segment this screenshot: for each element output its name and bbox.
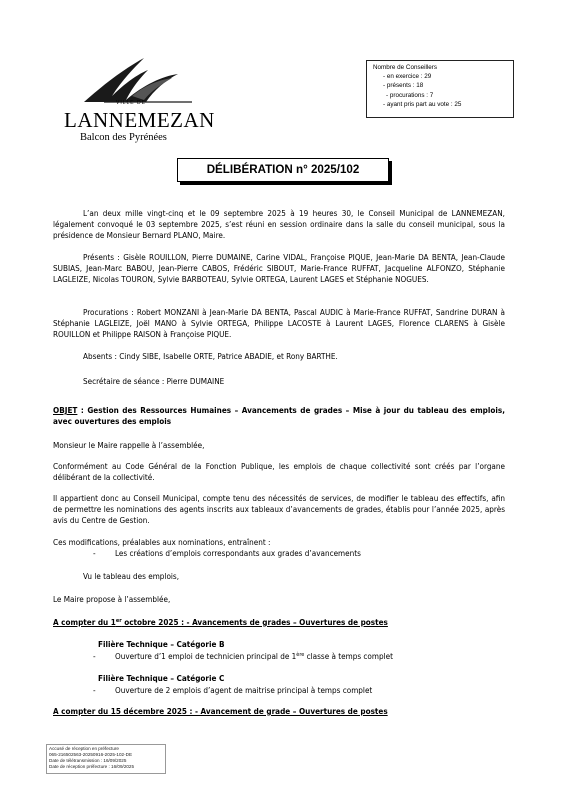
section-decembre-heading: A compter du 15 décembre 2025 : - Avancement de grade – Ouvertures de postes [53,706,388,716]
mountain-logo-icon [82,56,202,104]
intro-paragraph: L’an deux mille vingt-cinq et le 09 septembre 2025 à 19 heures 30, le Conseil Municipal de LANNEMEZAN, légalement convoqué le 03 septembre 2025, s’est réuni en session ordinaire dans la salle du conseil municipal, sous la présidence de Monsieur Bernard PLANO, Maire. [53,208,505,240]
presents-paragraph: Présents : Gisèle ROUILLON, Pierre DUMAINE, Carine VIDAL, Françoise PIQUE, Jean-Marie DA BENTA, Jean-Claude SUBIAS, Jean-Marc BABOU, Jean-Pierre CABOS, Frédéric SIBOUT, Marie-France RUFFAT, Jacqueline ALFONZO, Stéphanie LAGLEIZE, Nicolas TOURON, Sylvie BARBOTEAU, Sylvie ORTEGA, Laurent LAGES et Stéphanie NOGUES. [53,252,505,284]
secretaire-paragraph: Secrétaire de séance : Pierre DUMAINE [83,376,225,386]
absents-paragraph: Absents : Cindy SIBE, Isabelle ORTE, Patrice ABADIE, et Rony BARTHE. [83,351,338,361]
procurations-paragraph: Procurations : Robert MONZANI à Jean-Marie DA BENTA, Pascal AUDIC à Marie-France RUFFAT, Sandrine DURAN à Stéphanie LAGLEIZE, Joël MANO à Sylvie ORTEGA, Philippe LACOSTE à Laurent LAGES, Florence CLARENS à Gisèle ROUILLON et Philippe RAISON à Françoise PIQUE. [53,307,505,339]
filiere-c-item: - Ouverture de 2 emplois d’agent de maitrise principal à temps complet [93,685,373,695]
receipt-line-1: Accusé de réception en préfecture [49,746,119,751]
modifications-paragraph: Ces modifications, préalables aux nominations, entraînent : [53,537,271,547]
rappel-paragraph: Monsieur le Maire rappelle à l’assemblée, [53,440,205,450]
vu-tableau-paragraph: Vu le tableau des emplois, [83,571,180,581]
section-octobre-heading: A compter du 1er octobre 2025 : - Avancements de grades – Ouvertures de postes [53,617,388,627]
modifications-item-text: Les créations d’emplois correspondants aux grades d’avancements [115,548,361,558]
list-dash: - [93,685,96,695]
receipt-line-3: Date de télétransmission : 16/09/2025 [49,758,127,763]
town-logo [64,56,224,166]
council-presents: - présents : 18 [383,82,424,90]
objet-label: OBJET [53,405,78,415]
council-procurations: - procurations : 7 [386,91,434,99]
list-dash: - [93,548,96,558]
council-box-title: Nombre de Conseillers [373,64,438,71]
deliberation-title: DÉLIBÉRATION n° 2025/102 [177,158,389,182]
council-ayant-pris-part: - ayant pris part au vote : 25 [383,100,462,108]
logo-town-name: LANNEMEZAN [64,108,215,132]
conseil-paragraph: Il appartient donc au Conseil Municipal, compte tenu des nécessités de services, de modifier le tableau des effectifs, afin de permettre les nominations des agents inscrits aux tableaux d’avancements de grades, établis pour l’année 2025, après avis du Centre de Gestion. [53,493,505,525]
receipt-line-4: Date de réception préfecture : 16/09/2025 [49,764,135,769]
filiere-c-heading: Filière Technique – Catégorie C [98,673,225,683]
filiere-b-heading: Filière Technique – Catégorie B [98,639,225,649]
council-count-box [366,60,514,118]
list-dash: - [93,651,96,661]
maire-propose-paragraph: Le Maire propose à l’assemblée, [53,594,171,604]
logo-tagline: Balcon des Pyrénées [80,132,167,143]
objet-text: : Gestion des Ressources Humaines – Avancements de grades – Mise à jour du tableau des emplois, avec ouvertures des emplois [53,405,505,426]
code-general-paragraph: Conformément au Code Général de la Fonction Publique, les emplois de chaque collectivité sont créés par l’organe délibérant de la collectivité. [53,461,505,482]
receipt-line-2: 065-216502563-20250916-2025-102-DE [49,752,133,757]
council-en-exercice: - en exercice : 29 [383,73,432,81]
prefecture-receipt-stamp [46,744,166,774]
filiere-b-item: - Ouverture d’1 emploi de technicien principal de 1ère classe à temps complet [93,651,393,661]
objet-paragraph [53,405,505,427]
logo-ville-de: VILLE DE [116,100,146,106]
modifications-list-item [93,548,513,559]
